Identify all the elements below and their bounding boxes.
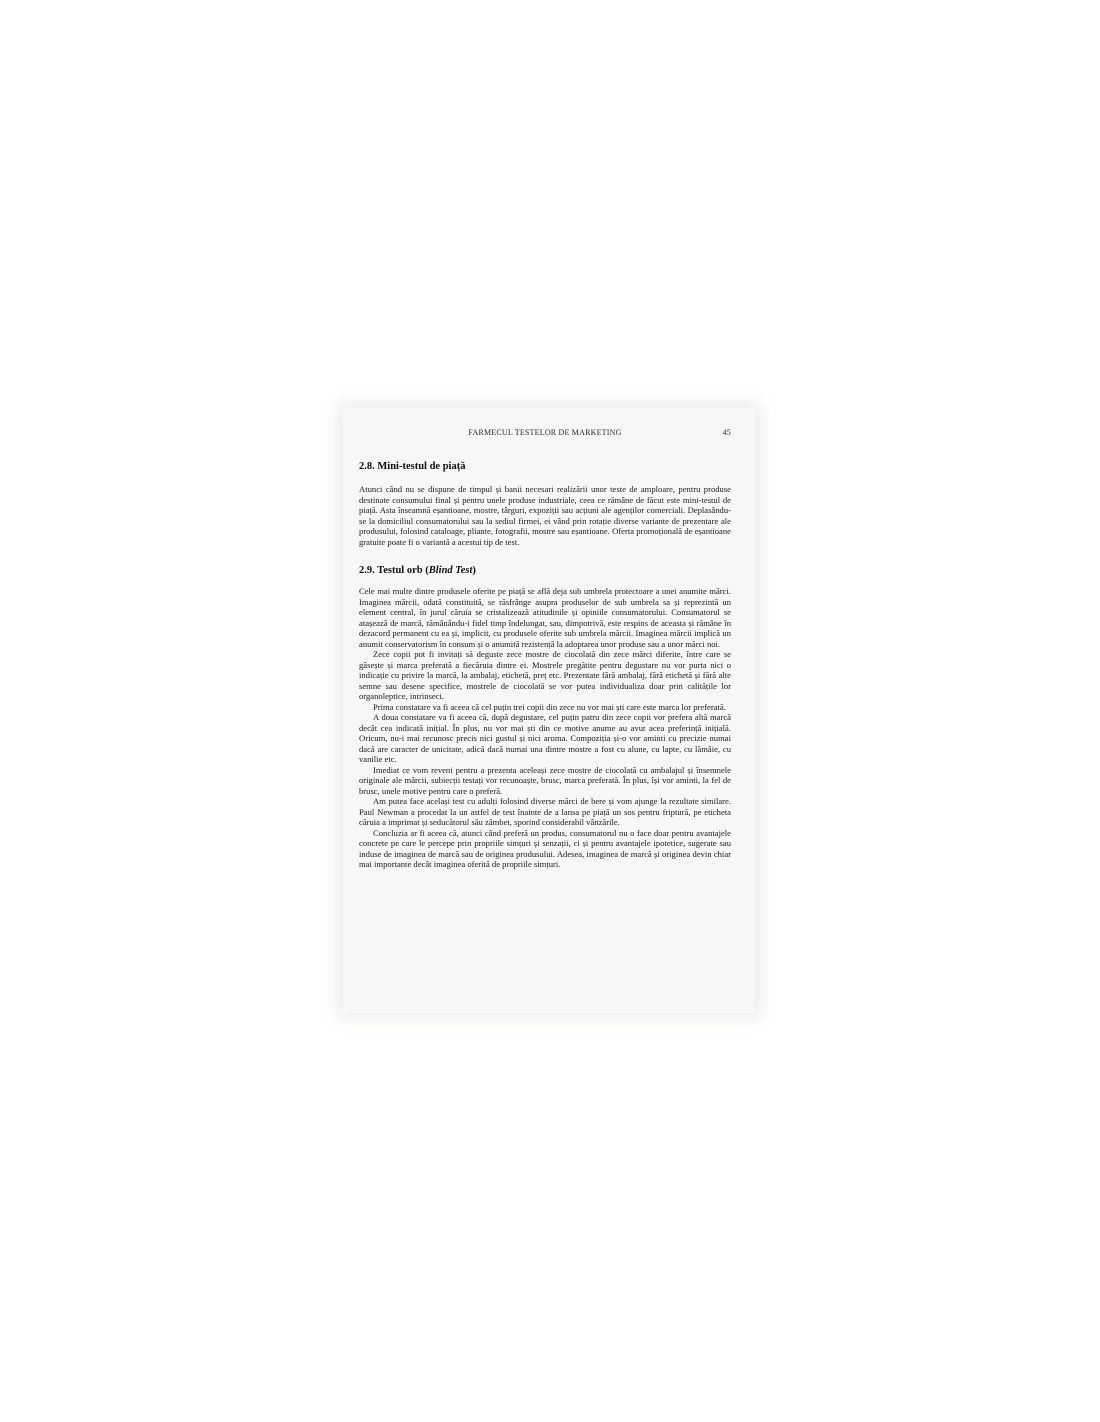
paragraph: A doua constatare va fi aceea că, după degustare, cel puțin patru din zece copii vor prefera altă marcă decât cea indicată inițial. În plus, nu vor mai ști din ce motive anume au avut acea preferință inițială. Oricum, nu-i mai recunosc precis nici gustul și nici aroma. Compoziția și-o vor aminti cu precizie numai dacă are caracter de unicitate, adică dacă numai una dintre mostre a fost cu alune, cu lapte, cu lămâie, cu vanilie etc. bbox=[359, 712, 731, 764]
heading-prefix: 2.9. Testul orb ( bbox=[359, 565, 429, 576]
paragraph: Imediat ce vom reveni pentru a prezenta aceleași zece mostre de ciocolată cu ambalajul și însemnele originale ale mărcii, subiecții testați vor recunoaște, brusc, marca preferată. În plus, își vor aminti, la fel de brusc, unele motive pentru care o preferă. bbox=[359, 764, 731, 796]
paragraph: Zece copii pot fi invitați să deguste zece mostre de ciocolată din zece mărci diferite, între care se găsește și marca preferată a fiecăruia dintre ei. Mostrele pregătite pentru degustare nu vor purta nici o indicație cu privire la marcă, la ambalaj, etichetă, preț etc. Prezentate fără ambalaj, fără etichetă și fără alte semne sau desene specifice, mostrele de ciocolată se vor putea individualiza doar prin calitățile lor organoleptice, intrinseci. bbox=[359, 649, 731, 701]
paragraph: Atunci când nu se dispune de timpul și banii necesari realizării unor teste de amploare, pentru produse destinate consumului final și pentru unele produse industriale, ceea ce rămâne de făcut este mini-testul de piață. Asta înseamnă eșantioane, mostre, târguri, expoziții sau acțiuni ale agenților comerciali. Deplasându-se la domiciliul consumatorului sau la sediul firmei, ei vând prin rotație diverse variante de prezentare ale produsului, folosind cataloage, pliante, fotografii, mostre sau eșantioane. Oferta promoțională de eșantioane gratuite poate fi o variantă a acestui tip de test. bbox=[359, 484, 731, 547]
paragraph: Cele mai multe dintre produsele oferite pe piață se află deja sub umbrela protectoare a unei anumite mărci. Imaginea mărcii, odată constituită, se răsfrânge asupra produselor de sub umbrela sa și reprezintă un element central, în jurul căruia se cristalizează atitudinile și opiniile consumatorului. Consumatorul se atașează de marcă, rămânându-i fidel timp îndelungat, sau, dimpotrivă, este respins de aceasta și rămâne în dezacord permanent cu ea și, implicit, cu produsele oferite sub umbrela mărcii. Imaginea mărcii implică un anumit conservatorism în consum și o anumită rezistență la adoptarea unor produse sau a unor mărci noi. bbox=[359, 586, 731, 649]
page-content bbox=[359, 428, 731, 870]
running-title: FARMECUL TESTELOR DE MARKETING bbox=[468, 428, 622, 437]
heading-italic: Blind Test bbox=[428, 565, 473, 576]
book-page bbox=[343, 408, 755, 1013]
paragraph: Am putea face același test cu adulți folosind diverse mărci de bere și vom ajunge la rezultate similare. Paul Newman a procedat la un astfel de test înainte de a lansa pe piață un sos pentru friptură, pe eticheta căruia a imprimat și seducătorul său zâmbet, sporind considerabil vânzările. bbox=[359, 796, 731, 827]
section-heading-2-9 bbox=[359, 565, 731, 576]
section-heading-2-8: 2.8. Mini-testul de piață bbox=[359, 461, 466, 472]
running-header bbox=[359, 428, 731, 442]
heading-suffix: ) bbox=[472, 565, 476, 576]
paragraph: Prima constatare va fi aceea că cel puțin trei copii din zece nu vor mai ști care este marca lor preferată. bbox=[373, 701, 726, 712]
paragraph: Concluzia ar fi aceea că, atunci când preferă un produs, consumatorul nu o face doar pentru avantajele concrete pe care le percepe prin propriile simțuri și senzații, ci și pentru avantajele ipotetice, sugerate sau induse de imaginea de marcă sau de originea produsului. Adesea, imaginea de marcă și originea devin chiar mai importante decât imaginea oferită de propriile simțuri. bbox=[359, 827, 731, 869]
page-number: 45 bbox=[722, 428, 731, 437]
